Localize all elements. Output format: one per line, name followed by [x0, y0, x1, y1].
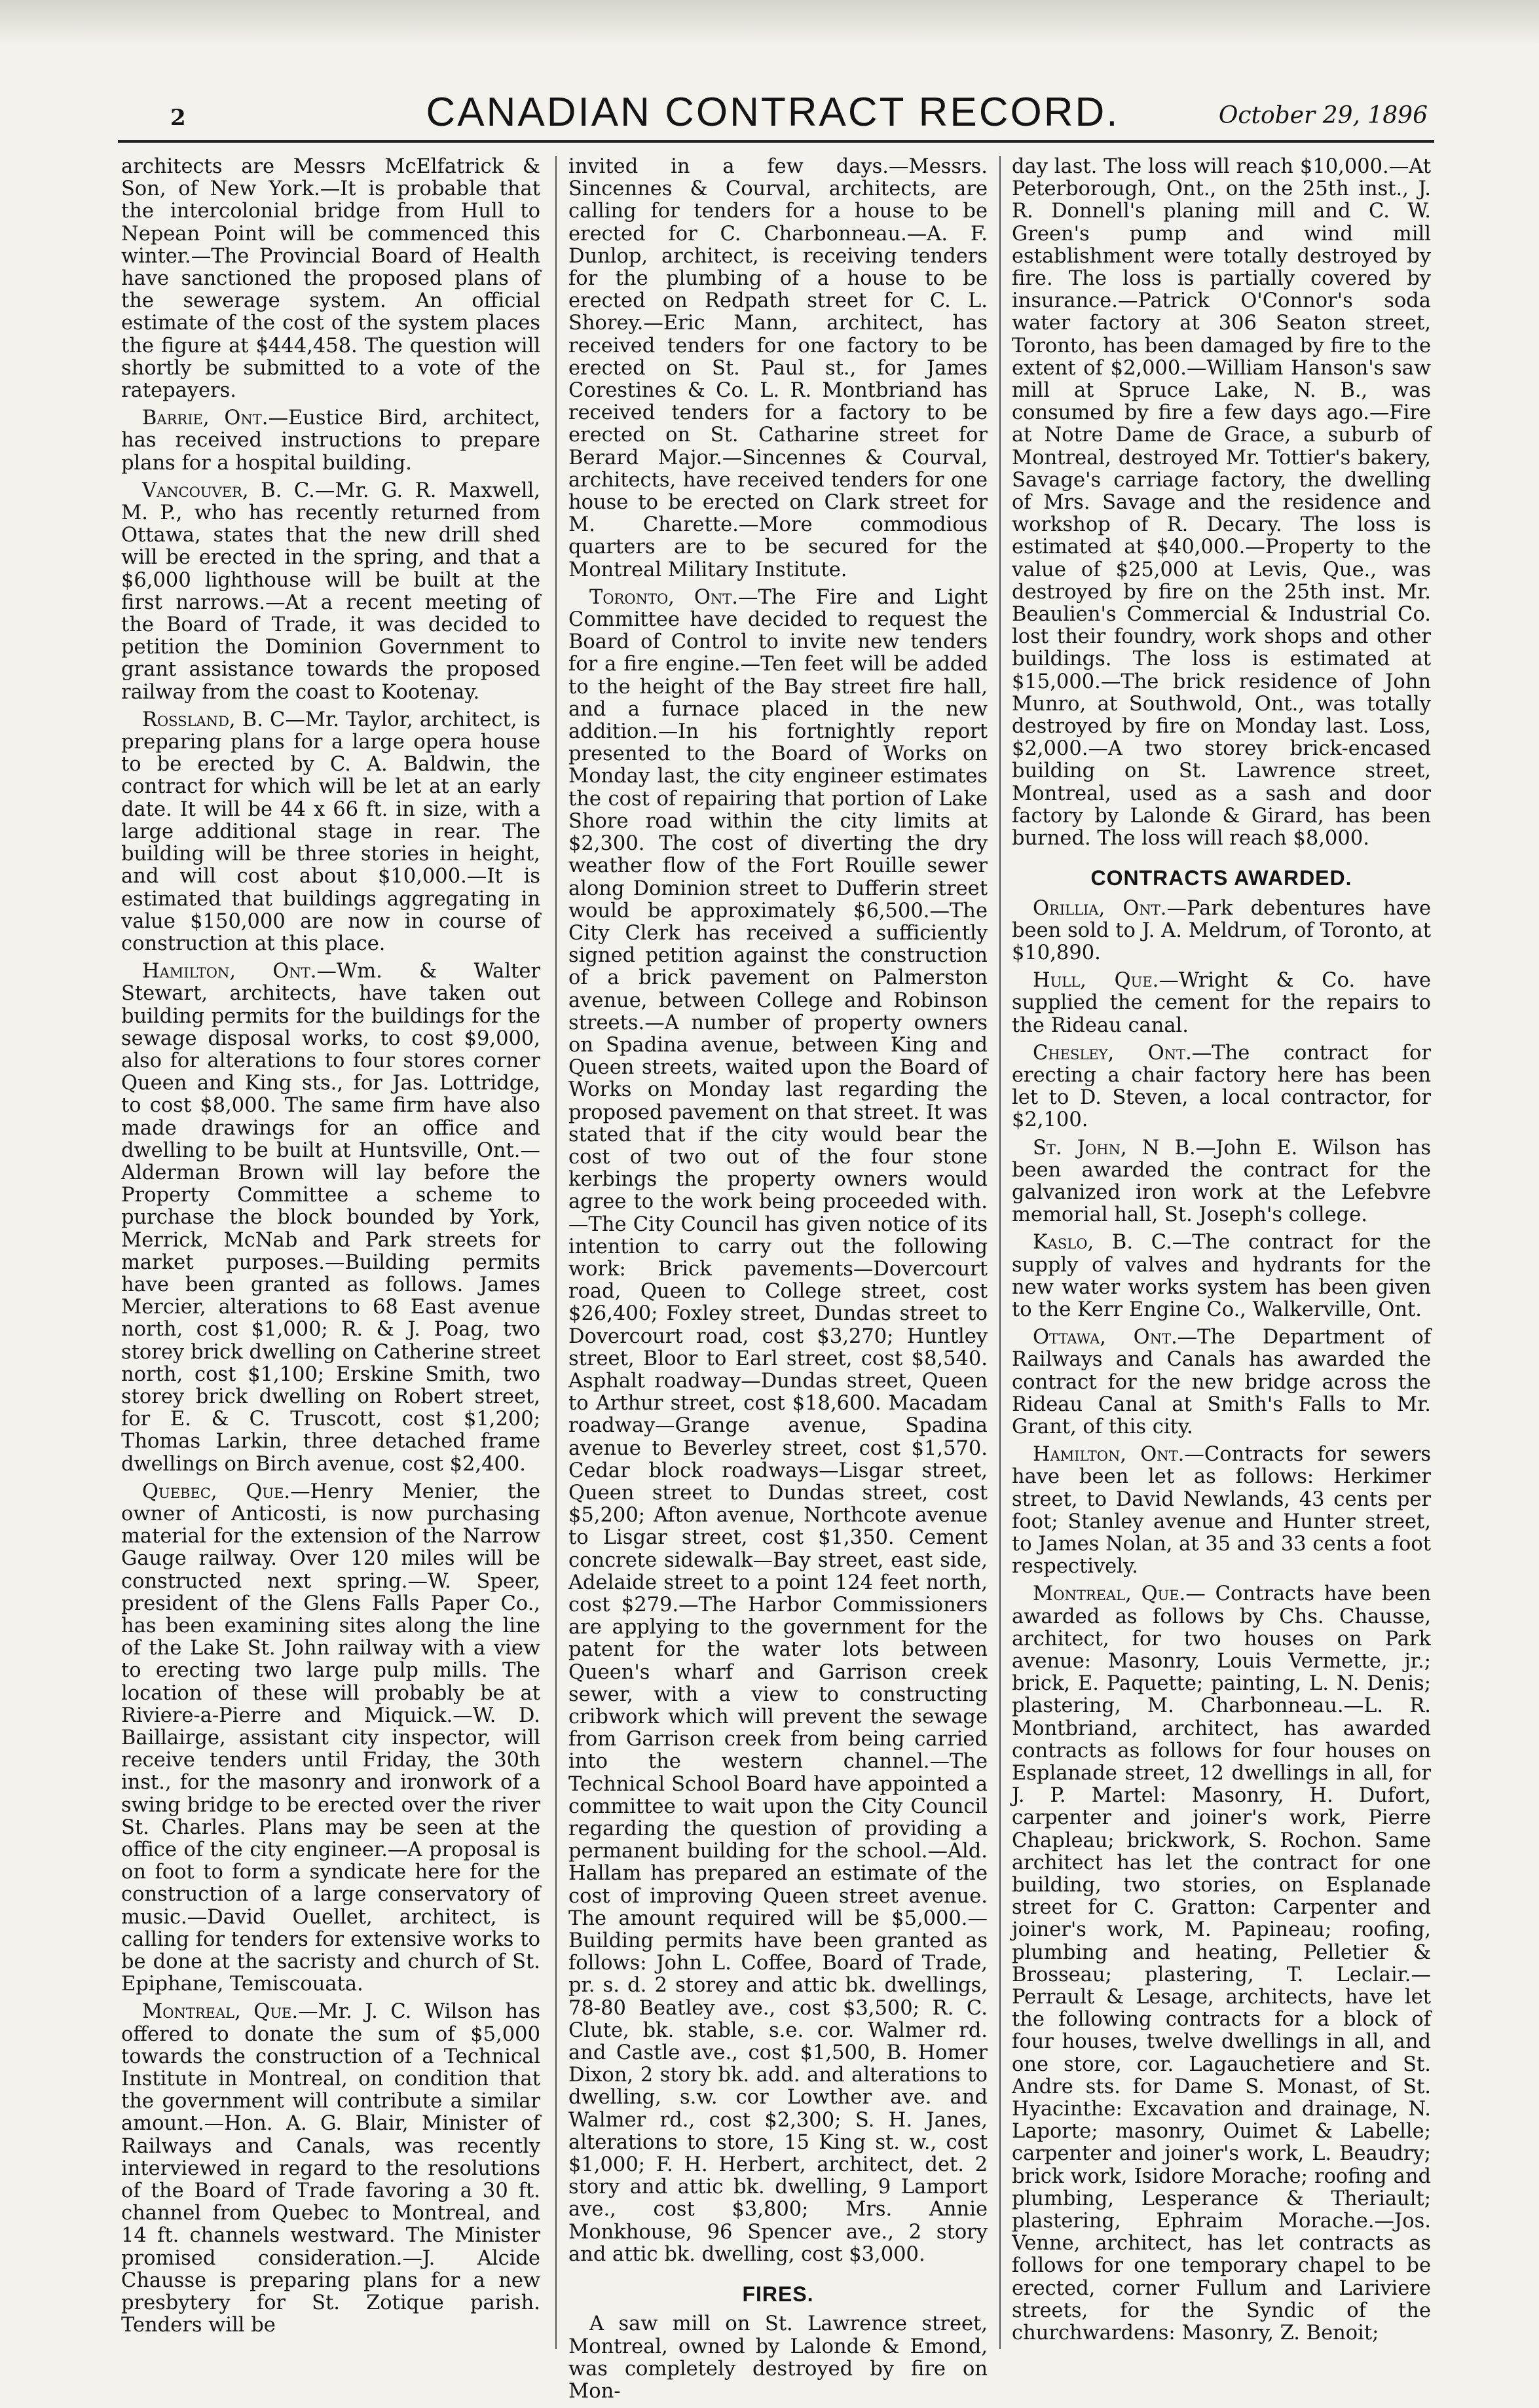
article-text: —The Fire and Light Committee have decided to request the Board of Control to invite new tenders for a fire engine.—Ten feet will be added to the height of the Bay street fire hall, and a furnace placed in the new addition.—In his fortnightly report presented to the Board of Works on Monday last, the city engineer estimates the cost of repairing that portion of Lake Shore road within the city limits at $2,300. The cost of diverting the dry weather flow of the Fort Rouille sewer along Dominion street to Dufferin street would be approximately $6,500.—The City Clerk has received a sufficiently signed petition against the construction of a brick pavement on Palmerston avenue, between College and Robinson streets.—A number of property owners on Spadina avenue, between King and Queen streets, waited upon the Board of Works on Monday last regarding the proposed pavement on that street. It was stated that if the city would bear the cost of two out of the four stone kerbings the property owners would agree to the work being proceeded with.—The City Council has given notice of its intention to carry out the following work: Brick pavements—Dovercourt road, Queen to College street, cost $26,400; Foxley street, Dundas street to Dovercourt road, cost $3,270; Huntley street, Bloor to Earl street, cost $8,540. Asphalt roadway—Dundas street, Queen to Arthur street, cost $18,600. Macadam roadway—Grange avenue, Spadina avenue to Beverley street, cost $1,570. Cedar block roadways—Lisgar street, Queen street to Dundas street, cost $5,200; Afton avenue, Northcote avenue to Lisgar street, cost $1,350. Cement concrete sidewalk—Bay street, east side, Adelaide street to a point 124 feet north, cost $279.—The Harbor Commissioners are applying to the government for the patent for the water lots between Queen's wharf and Garrison creek sewer, with a view to constructing cribwork which will prevent the sewage from Garrison creek from being carried into the western channel.—The Technical School Board have appointed a committee to wait upon the City Council regarding the question of providing a permanent building for the school.—Ald. Hallam has prepared an estimate of the cost of improving Queen street avenue. The amount required will be $5,000.—Building permits have been granted as follows: John L. Coffee, Board of Trade, pr. s. d. 2 storey and attic bk. dwellings, 78-80 Beatley ave., cost $3,500; R. C. Clute, bk. stable, s.e. cor. Walmer rd. and Castle ave., cost $1,500, B. Homer Dixon, 2 story bk. add. and alterations to dwelling, s.w. cor Lowther ave. and Walmer rd., cost $2,300; S. H. Janes, alterations to store, 15 King st. w., cost $1,000; F. H. Herbert, architect, det. 2 story and attic bk. dwelling, 9 Lamport ave., cost $3,800; Mrs. Annie Monkhouse, 96 Spencer ave., 2 story and attic bk. dwelling, cost $3,000.	[568, 585, 988, 2266]
place-name: Hamilton, Ont.	[1033, 1443, 1185, 1467]
column-2	[568, 156, 988, 2408]
article-montreal-contracts	[1012, 1583, 1431, 2344]
article-text: —Contracts for sewers have been let as follows: Herkimer street, to David Newlands, 43 cents per foot; Stanley avenue and Hunter street, to James Nolan, at 35 and 33 cents a foot respectively.	[1012, 1443, 1431, 1578]
article-vancouver	[121, 480, 540, 704]
place-name: Kaslo, B. C.	[1033, 1231, 1172, 1254]
place-name: Vancouver, B. C.	[142, 479, 315, 502]
article-text: —The contract for erecting a chair factory here has been let to D. Steven, a local contractor, for $2,100.	[1012, 1041, 1431, 1132]
article-text: —Eustice Bird, architect, has received instructions to prepare plans for a hospital building.	[121, 407, 540, 475]
place-name: Hamilton, Ont.	[142, 960, 317, 983]
column-divider	[555, 156, 557, 2349]
article-chesley	[1012, 1042, 1431, 1132]
article-hull	[1012, 970, 1431, 1037]
masthead: CANADIAN CONTRACT RECORD.	[426, 90, 1120, 135]
issue-date: October 29, 1896	[1218, 102, 1428, 129]
article-toronto	[568, 587, 988, 2266]
place-name: Toronto, Ont.	[589, 585, 739, 609]
article-st-john	[1012, 1137, 1431, 1227]
article-paragraph: invited in a few days.—Messrs. Sincennes & Courval, architects, are calling for tenders for a house to be erected for C. Charbonneau.—A. F. Dunlop, architect, is receiving tenders for the plumbing of a house to be erected on Redpath street for C. L. Shorey.—Eric Mann, architect, has received tenders for one factory to be erected on St. Paul st., for James Corestines & Co. L. R. Montbriand has received tenders for a factory to be erected on St. Catharine street for Berard Major.—Sincennes & Courval, architects, have received tenders for one house to be erected on Clark street for M. Charette.—More commodious quarters are to be secured for the Montreal Military Institute.	[568, 155, 988, 581]
column-1	[121, 156, 540, 2343]
place-name: Barrie, Ont.	[142, 407, 269, 430]
article-text: —Henry Menier, the owner of Anticosti, is now purchasing material for the extension of the Narrow Gauge railway. Over 120 miles will be constructed next spring.—W. Speer, president of the Glens Falls Paper Co., has been examining sites along the line of the Lake St. John railway with a view to erecting two large pulp mills. The location of these will probably be at Riviere-a-Pierre and Miquick.—W. D. Baillairge, assistant city inspector, will receive tenders until Friday, the 30th inst., for the masonry and ironwork of a swing bridge to be erected over the river St. Charles. Plans may be seen at the office of the city engineer.—A proposal is on foot to form a syndicate here for the construction of a large conservatory of music.—David Ouellet, architect, is calling for tenders for extensive works to be done at the sacristy and church of St. Epiphane, Temiscouata.	[121, 1480, 540, 1996]
place-name: Montreal, Que.	[142, 2000, 299, 2024]
place-name: Montreal, Que.	[1033, 1582, 1186, 1606]
article-rossland	[121, 709, 540, 955]
place-name: Hull, Que.	[1033, 969, 1159, 993]
place-name: Ottawa, Ont.	[1033, 1326, 1177, 1349]
article-text: —The Department of Railways and Canals has awarded the contract for the new bridge across the Rideau Canal at Smith's Falls to Mr. Grant, of this city.	[1012, 1326, 1432, 1438]
place-name: Chesley, Ont.	[1033, 1041, 1192, 1065]
article-barrie	[121, 407, 540, 475]
article-text: — Contracts have been awarded as follows by Chs. Chausse, architect, for two houses on Park avenue: Masonry, Louis Vermette, jr.; brick, E. Paquette; painting, L. N. Denis; plastering, M. Charbonneau.—L. R. Montbriand, architect, has awarded contracts as follows for four houses on Esplanade street, 12 dwellings in all, for J. P. Martel: Masonry, H. Dufort, carpenter and joiner's work, Pierre Chapleau; brickwork, S. Rochon. Same architect has let the contract for one building, two stories, on Esplanade street for C. Gratton: Carpenter and joiner's work, M. Papineau; roofing, plumbing and heating, Pelletier & Brosseau; plastering, T. Leclair.—Perrault & Lesage, architects, have let the following contracts for a block of four houses, twelve dwellings in all, and one store, cor. Lagauchetiere and St. Andre sts. for Dame S. Monast, of St. Hyacinthe: Excavation and drainage, N. Laporte; masonry, Ouimet & Labelle; carpenter and joiner's work, L. Beaudry; brick work, Isidore Morache; roofing and plumbing, Lesperance & Theriault; plastering, Ephraim Morache.—Jos. Venne, architect, has let contracts as follows for one temporary chapel to be erected, corner Fullum and Lariviere streets, for the Syndic of the churchwardens: Masonry, Z. Benoit;	[1012, 1582, 1431, 2345]
article-paragraph: A saw mill on St. Lawrence street, Montreal, owned by Lalonde & Emond, was completely destroyed by fire on Mon-	[568, 2312, 988, 2403]
article-text: —John E. Wilson has been awarded the contract for the galvanized iron work at the Lefebvre memorial hall, St. Joseph's college.	[1012, 1136, 1431, 1227]
article-quebec	[121, 1481, 540, 1996]
article-text: —Mr. Taylor, architect, is preparing plans for a large opera house to be erected by C. A. Baldwin, the contract for which will be let at an early date. It will be 44 x 66 ft. in size, with a large additional stage in rear. The building will be three stories in height, and will cost about $10,000.—It is estimated that buildings aggregating in value $150,000 are now in course of construction at this place.	[121, 708, 541, 955]
place-name: St. John, N B.	[1033, 1136, 1196, 1159]
article-text: —Wm. & Walter Stewart, architects, have taken out building permits for the buildings for the sewage disposal works, to cost $9,000, also for alterations to four stores corner Queen and King sts., for Jas. Lottridge, to cost $8,000. The same firm have also made drawings for an office and dwelling to be built at Huntsville, Ont.—Alderman Brown will lay before the Property Committee a scheme to purchase the block bounded by York, Merrick, McNab and Park streets for market purposes.—Building permits have been granted as follows. James Mercier, alterations to 68 East avenue north, cost $1,000; R. & J. Poag, two storey brick dwelling on Catherine street north, cost $1,100; Erskine Smith, two storey brick dwelling on Robert street, for E. & C. Truscott, cost $1,200; Thomas Larkin, three detached frame dwellings on Birch avenue, cost $2,400.	[121, 960, 540, 1476]
article-kaslo	[1012, 1231, 1431, 1321]
article-orillia	[1012, 898, 1431, 965]
column-divider	[999, 156, 1001, 2349]
scan-top-edge	[0, 0, 1539, 46]
article-ottawa	[1012, 1326, 1431, 1438]
article-text: —Mr. G. R. Maxwell, M. P., who has recently returned from Ottawa, states that the new drill shed will be erected in the spring, and that a $6,000 lighthouse will be built at the first narrows.—At a recent meeting of the Board of Trade, it was decided to petition the Dominion Government to grant assistance towards the proposed railway from the coast to Kootenay.	[121, 479, 540, 704]
page-number: 2	[170, 105, 186, 131]
article-paragraph: day last. The loss will reach $10,000.—At Peterborough, Ont., on the 25th inst., J. R. Donnell's planing mill and C. W. Green's pump and wind mill establishment were totally destroyed by fire. The loss is partially covered by insurance.—Patrick O'Connor's soda water factory at 306 Seaton street, Toronto, has been damaged by fire to the extent of $2,000.—William Hanson's saw mill at Spruce Lake, N. B., was consumed by fire a few days ago.—Fire at Notre Dame de Grace, a suburb of Montreal, destroyed Mr. Tottier's bakery, Savage's carriage factory, the dwelling of Mrs. Savage and the residence and workshop of R. Decary. The loss is estimated at $40,000.—Property to the value of $25,000 at Levis, Que., was destroyed by fire on the 25th inst. Mr. Beaulien's Commercial & Industrial Co. lost their foundry, work shops and other buildings. The loss is estimated at $15,000.—The brick residence of John Munro, at Southwold, Ont., was totally destroyed by fire on Monday last. Loss, $2,000.—A two storey brick-encased building on St. Lawrence street, Montreal, used as a sash and door factory by Lalonde & Girard, has been burned. The loss will reach $8,000.	[1012, 155, 1431, 850]
article-hamilton	[121, 960, 540, 1476]
section-heading-fires: FIRES.	[742, 2282, 814, 2307]
article-text: —Wright & Co. have supplied the cement for the repairs to the Rideau canal.	[1012, 969, 1431, 1037]
article-paragraph: architects are Messrs McElfatrick & Son, of New York.—It is probable that the intercolonial bridge from Hull to Nepean Point will be commenced this winter.—The Provincial Board of Health have sanctioned the proposed plans of the sewerage system. An official estimate of the cost of the system places the figure at $444,458. The question will shortly be submitted to a vote of the ratepayers.	[121, 155, 540, 403]
article-text: —Mr. J. C. Wilson has offered to donate the sum of $5,000 towards the construction of a Technical Institute in Montreal, on condition that the government will contribute a similar amount.—Hon. A. G. Blair, Minister of Railways and Canals, was recently interviewed in regard to the resolutions of the Board of Trade favoring a 30 ft. channel from Quebec to Montreal, and 14 ft. channels westward. The Minister promised consideration.—J. Alcide Chausse is preparing plans for a new presbytery for St. Zotique parish. Tenders will be	[121, 2000, 540, 2337]
article-montreal	[121, 2001, 540, 2337]
place-name: Rossland, B. C	[142, 708, 286, 731]
column-3	[1012, 156, 1431, 2350]
article-hamilton-contracts	[1012, 1444, 1431, 1578]
page-header	[118, 85, 1428, 137]
header-rule	[118, 140, 1434, 143]
section-heading-contracts: CONTRACTS AWARDED.	[1090, 866, 1352, 890]
article-text: —The contract for the supply of valves and hydrants for the new water works system has been given to the Kerr Engine Co., Walkerville, Ont.	[1012, 1231, 1432, 1321]
place-name: Quebec, Que.	[142, 1480, 291, 1503]
article-text: —Park debentures have been sold to J. A. Meldrum, of Toronto, at $10,890.	[1012, 896, 1431, 964]
place-name: Orillia, Ont.	[1033, 896, 1167, 920]
